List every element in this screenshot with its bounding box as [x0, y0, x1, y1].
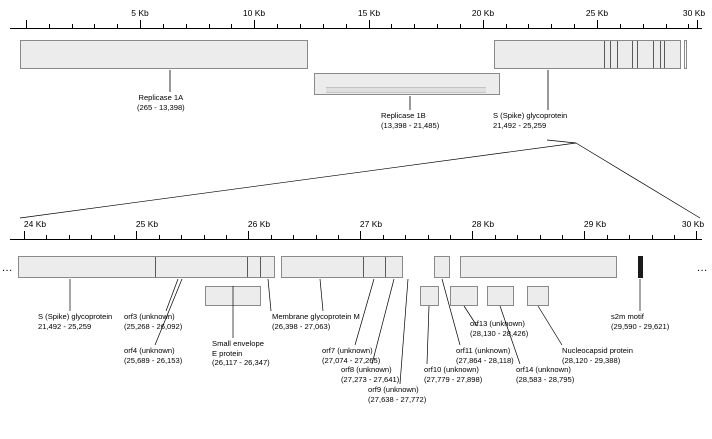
label-orf9	[368, 385, 426, 404]
label-nucleocapsid-coords: (28,120 - 29,388)	[562, 355, 621, 365]
label-membrane-m-name: Membrane glycoprotein M	[272, 312, 360, 321]
label-orf9-coords: (27,638 - 27,772)	[368, 394, 427, 404]
label-replicase-1a-name: Replicase 1A	[138, 93, 184, 102]
label-orf7-name: orf7 (unknown)	[322, 346, 373, 355]
label-spike-bottom	[38, 312, 112, 331]
label-replicase-1b-name: Replicase 1B	[381, 111, 426, 120]
label-orf13	[470, 319, 528, 338]
label-small-envelope-e-coords: (26,117 - 26,347)	[212, 358, 270, 367]
top-tick-label-25kb: 25 Kb	[585, 8, 609, 18]
top-tick-label-15kb: 15 Kb	[357, 8, 381, 18]
label-membrane-m-coords: (26,398 - 27,063)	[272, 321, 331, 331]
top-genome-panel	[0, 0, 712, 218]
left-ellipsis: ...	[2, 262, 13, 274]
label-small-envelope-e-name-2: E protein	[212, 348, 243, 358]
label-orf9-name: orf9 (unknown)	[368, 385, 419, 394]
label-orf7-coords: (27,074 - 27,265)	[322, 355, 381, 365]
zoom-connector-lines	[0, 0, 712, 218]
label-orf14-coords: (28,583 - 28,795)	[516, 374, 575, 384]
label-orf8-name: orf8 (unknown)	[341, 365, 392, 374]
bottom-tick-label-29kb: 29 Kb	[583, 219, 607, 229]
bottom-genome-panel	[0, 218, 712, 439]
label-small-envelope-e	[212, 339, 270, 368]
top-tick-label-20kb: 20 Kb	[471, 8, 495, 18]
bottom-tick-label-24kb: 24 Kb	[23, 219, 47, 229]
label-replicase-1a-coords: (265 - 13,398)	[137, 102, 185, 112]
bottom-tick-label-30kb: 30 Kb	[681, 219, 705, 229]
label-spike-bottom-coords: 21,492 - 25,259	[38, 321, 92, 331]
bottom-tick-label-25kb: 25 Kb	[135, 219, 159, 229]
top-tick-label-5kb: 5 Kb	[131, 8, 149, 18]
top-tick-label-10kb: 10 Kb	[242, 8, 266, 18]
label-replicase-1b-coords: (13,398 - 21,485)	[381, 120, 440, 130]
label-nucleocapsid-name: Nucleocapsid protein	[562, 346, 633, 355]
label-orf4	[124, 346, 182, 365]
label-s2m-motif-name: s2m motif	[611, 312, 644, 321]
bottom-tick-label-27kb: 27 Kb	[359, 219, 383, 229]
label-spike-top-coords: 21,492 - 25,259	[493, 120, 547, 130]
label-orf11-coords: (27,864 - 28,118)	[456, 355, 514, 365]
label-orf4-name: orf4 (unknown)	[124, 346, 175, 355]
label-orf3-coords: (25,268 - 26,092)	[124, 321, 183, 331]
label-orf11	[456, 346, 514, 365]
label-orf10	[424, 365, 482, 384]
label-spike-bottom-name: S (Spike) glycoprotein	[38, 312, 113, 321]
right-ellipsis: ...	[697, 262, 708, 274]
label-orf13-name: orf13 (unknown)	[470, 319, 525, 328]
top-tick-label-30kb: 30 Kb	[682, 8, 706, 18]
label-orf3-name: orf3 (unknown)	[124, 312, 175, 321]
label-small-envelope-e-name-1: Small envelope	[212, 339, 264, 348]
label-orf14	[516, 365, 574, 384]
label-orf10-coords: (27,779 - 27,898)	[424, 374, 483, 384]
label-orf8	[341, 365, 399, 384]
bottom-tick-label-26kb: 26 Kb	[247, 219, 271, 229]
label-orf11-name: orf11 (unknown)	[456, 346, 511, 355]
label-nucleocapsid	[562, 346, 633, 365]
label-membrane-m	[272, 312, 360, 331]
label-orf10-name: orf10 (unknown)	[424, 365, 479, 374]
bottom-tick-label-28kb: 28 Kb	[471, 219, 495, 229]
label-orf3	[124, 312, 182, 331]
label-spike-top-name: S (Spike) glycoprotein	[493, 111, 568, 120]
label-orf13-coords: (28,130 - 28,426)	[470, 328, 529, 338]
label-orf14-name: orf14 (unknown)	[516, 365, 571, 374]
label-orf7	[322, 346, 380, 365]
label-s2m-motif	[611, 312, 669, 331]
label-orf8-coords: (27,273 - 27,641)	[341, 374, 400, 384]
label-s2m-motif-coords: (29,590 - 29,621)	[611, 321, 670, 331]
label-orf4-coords: (25,689 - 26,153)	[124, 355, 183, 365]
